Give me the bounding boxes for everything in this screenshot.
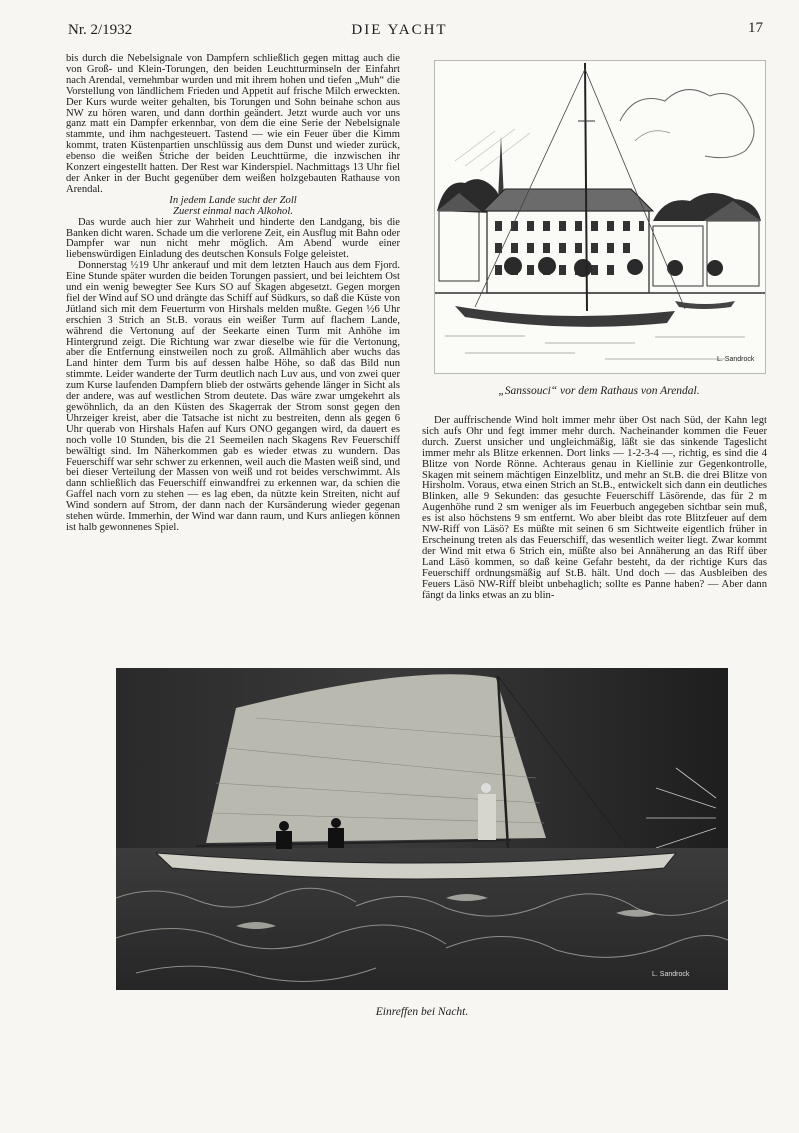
artist-signature: L. Sandrock — [717, 356, 755, 363]
artist-signature: L. Sandrock — [652, 971, 690, 978]
left-text-column — [66, 54, 400, 534]
paragraph: Das wurde auch hier zur Wahrheit und hinderte den Landgang, bis die Banken dicht waren. Schade um die verlorene Zeit, ein Ausflug mit Bahn oder Dampfer war nun nicht mehr möglich. Am Abend wurde einer liebenswürdigen Einladung des deutschen Konsuls Folge geleistet. — [66, 216, 400, 261]
paragraph: Donnerstag ½19 Uhr ankerauf und mit dem letzten Hauch aus dem Fjord. Eine Stunde später wurden die beiden Torungen passiert, und bei leichtem Ost und ein wenig bewegter See Kurs SO auf Skagen abgesetzt. Gegen morgen fiel der Wind auf SO und drängte das Schiff auf Südkurs, so daß die Küste von Jütland sich mit dem Feuerturm von Hirshals melden mußte. Gegen ½6 Uhr erschien 3 Strich an St.B. voraus ein weißer Turm auf flachem Lande, während die Vertonung auf der Seekarte einen Turm mit Anhöhe im Hintergrund zeigt. Die Richtung war zwar dieselbe wie für die Vertonung, aber die Entfernung einstweilen noch zu groß. Allmählich aber wuchs das Land hinter dem Turm bis auf dessen halbe Höhe, so daß das Bild nun stimmte. Leider wanderte der Turm deutlich nach Luv aus, und von zwei quer zum Kurse laufenden Dampfern blieb der ostwärts gehende länger in Sicht als der andere, was auf westlichen Strom deutete. Das wäre zwar umgekehrt als gewöhnlich, da an den Küsten des Skagerrak der Strom sonst gegen den Uhrzeiger kreist, aber die Tatsache ist nicht zu bestreiten, denn als gegen 6 Uhr querab von Hirshals Hafen auf Kurs ONO gegangen wird, da dauert es noch volle 10 Stunden, bis die 21 Seemeilen nach Skagens Rev Feuerschiff bewältigt sind. Im Näherkommen gab es wieder etwas zu wundern. Das Feuerschiff war sehr schwer zu erkennen, weil auch die Masten weiß sind, und bei dieser Verteilung der Massen von weiß und rot beides verschwimmt. Als dann schließlich das Feuerschiff einwandfrei zu erkennen war, da schien die Gaffel nach vorn zu stehen — es lag eben, da nützte kein Streiten, nicht auf Wind sondern auf Strom, der dann nach der Kursänderung wieder gegenan stehen würde. Immerhin, der Wind war dann raum, und Kurs anliegen können ist halb gewonnenes Spiel. — [66, 260, 401, 533]
page-header — [0, 0, 799, 40]
magazine-title: DIE YACHT — [351, 22, 448, 38]
night-reefing-illustration — [116, 668, 728, 990]
section-subheading: In jedem Lande sucht der Zoll — [169, 194, 297, 206]
paragraph: bis durch die Nebelsignale von Dampfern schließlich gegen mittag auch die von Groß- und Klein-Torungen, den beiden Leuchtturminseln der Einfahrt nach Arendal, vernehmbar wurden und mit ihrem hohen und tiefen „Muh“ die Vorstellung von ländlichem Frieden und Appetit auf frische Milch erweckten. Der Kurs wurde weiter gehalten, bis Torungen und Sohn beinahe schon aus NW zu hören waren, und dann dorthin geändert. Jetzt wurde auch vor uns ganz matt ein Dampfer erkennbar, von dem die eine Serie der Nebelsignale stammte, und ihm nachgesteuert. Tastend — wie ein Feuer über die Kimm kommt, traten Küstenpartien unschlüssig aus dem Dunst und wieder zurück, ebenso die weißen Striche der beiden Leuchttürme, die inzwischen ihr Konzert eingestellt hatten. Der Rest war Kinderspiel. Nachmittags 13 Uhr fiel der Anker in der Bucht gegenüber dem weißen holzgebauten Rathause von Arendal. — [66, 53, 400, 195]
bottom-illustration-caption: Einreffen bei Nacht. — [375, 1006, 469, 1018]
issue-number: Nr. 2/1932 — [68, 22, 133, 38]
right-text-column — [422, 416, 767, 601]
section-subheading: Zuerst einmal nach Alkohol. — [173, 205, 293, 217]
top-illustration-caption: „Sanssouci“ vor dem Rathaus von Arendal. — [498, 385, 700, 397]
page-number: 17 — [748, 20, 763, 36]
paragraph: Der auffrischende Wind holt immer mehr über Ost nach Süd, der Kahn legt sich aufs Ohr und fegt immer mehr durch. Nacheinander kommen die Feuer durch. Zuerst unsicher und ungleichmäßig, läßt sie das sinkende Tageslicht immer mehr als Blitze erkennen. Dort links — 1-2-3-4 —, richtig, es sind die 4 Blitze von Norde Rönne. Achteraus genau in Kiellinie zur Gegenkontrolle, Skagen mit seinem mächtigen Einzelblitz, und mehr an St.B. die drei Blitze von Hirsholm. Voraus, etwa einen Strich an St.B., entwickelt sich dann ein deutliches Blinken, alle 9 Sekunden: das gesuchte Feuerschiff Läsörende, das für 2 m Augenhöhe rund 2 sm weniger als im Feuerbuch angegeben sichtbar sein muß, es ist also höchstens 9 sm entfernt. Wo aber bleibt das rote Blitzfeuer auf dem NW-Riff von Läsö? Es müßte mit seinen 6 sm Sichtweite eigentlich früher in Erscheinung treten als das Feuerschiff, das wesentlich weiter liegt. Zwar kommt der Wind mit etwa 6 Strich ein, müßte also bei Annäherung an das Riff über Land Läsö kommen, so daß keine Gefahr besteht, da der richtige Kurs das Feuerschiff ordnungsmäßig auf St.B. hält. Und doch — das Ausbleiben des Feuers Läsö NW-Riff bleibt unbehaglich; sollte es Panne haben? — Aber dann fängt da links etwas an zu blin- — [422, 415, 767, 601]
arendal-harbor-illustration — [434, 60, 766, 374]
